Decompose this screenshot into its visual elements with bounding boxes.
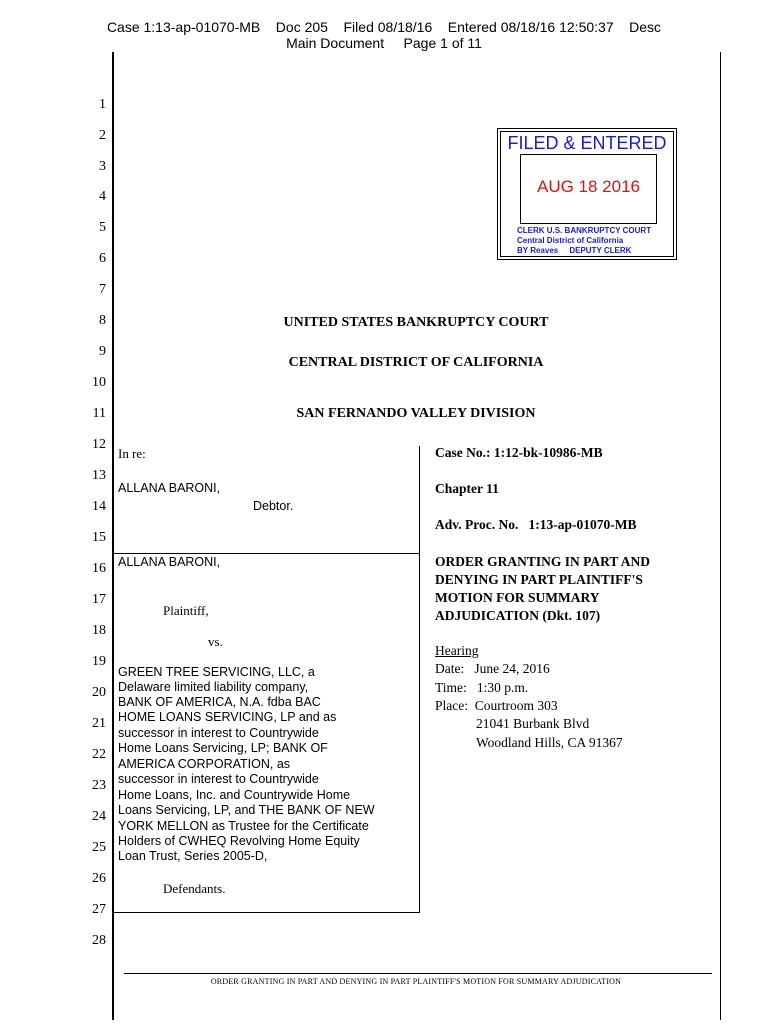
adversary-proceeding-number: Adv. Proc. No. 1:13-ap-01070-MB — [435, 517, 637, 532]
stamp-district-line: Central District of California — [517, 236, 624, 245]
case-header-line: Case 1:13-ap-01070-MB Doc 205 Filed 08/18/16 Entered 08/18/16 12:50:37 Desc — [106, 19, 662, 35]
stamp-deputy-line: BY Reaves DEPUTY CLERK — [517, 246, 632, 255]
caption-divider — [114, 553, 419, 554]
line-number: 9 — [99, 344, 106, 359]
chapter: Chapter 11 — [435, 481, 499, 496]
stamp-date: AUG 18 2016 — [536, 177, 640, 196]
document-footer: ORDER GRANTING IN PART AND DENYING IN PART PLAINTIFF'S MOTION FOR SUMMARY ADJUDICATION — [210, 977, 622, 986]
order-title-line: ADJUDICATION (Dkt. 107) — [435, 608, 601, 623]
caption-column-divider — [419, 446, 420, 913]
line-number: 13 — [92, 468, 106, 483]
line-number: 25 — [92, 840, 106, 855]
caption-bottom-rule — [114, 912, 419, 913]
court-district: CENTRAL DISTRICT OF CALIFORNIA — [288, 355, 544, 370]
defendants-line: successor in interest to Countrywide — [118, 772, 319, 786]
filed-entered-stamp — [497, 128, 677, 260]
order-title-line: ORDER GRANTING IN PART AND — [435, 554, 651, 569]
defendants-line: Home Loans Servicing, LP; BANK OF — [118, 741, 328, 755]
order-title-line: DENYING IN PART PLAINTIFF'S — [435, 572, 643, 587]
order-title-line: MOTION FOR SUMMARY — [435, 590, 600, 605]
line-number: 27 — [92, 902, 106, 917]
defendants-line: BANK OF AMERICA, N.A. fdba BAC — [118, 695, 321, 709]
line-number: 7 — [99, 282, 106, 297]
stamp-date-box — [520, 154, 657, 224]
court-name: UNITED STATES BANKRUPTCY COURT — [283, 315, 549, 330]
defendants-line: YORK MELLON as Trustee for the Certificate — [118, 819, 369, 833]
line-number: 19 — [92, 654, 106, 669]
hearing-date: Date: June 24, 2016 — [435, 661, 550, 676]
defendants-line: Holders of CWHEQ Revolving Home Equity — [118, 834, 360, 848]
left-margin-rule — [112, 52, 114, 1020]
line-number: 11 — [92, 406, 106, 421]
defendants-line: successor in interest to Countrywide — [118, 726, 319, 740]
line-number: 16 — [92, 561, 106, 576]
case-number: Case No.: 1:12-bk-10986-MB — [435, 445, 603, 460]
defendants-line: Delaware limited liability company, — [118, 680, 309, 694]
debtor-label: Debtor. — [253, 499, 294, 513]
stamp-clerk-line: CLERK U.S. BANKRUPTCY COURT — [517, 226, 652, 235]
line-number: 22 — [92, 747, 106, 762]
line-number: 1 — [99, 97, 106, 112]
hearing-place: Place: Courtroom 303 — [435, 698, 558, 713]
plaintiff-label: Plaintiff, — [163, 603, 209, 618]
versus-label: vs. — [208, 634, 223, 649]
line-number: 26 — [92, 871, 106, 886]
defendants-line: GREEN TREE SERVICING, LLC, a — [118, 665, 315, 679]
defendants-line: Loans Servicing, LP, and THE BANK OF NEW — [118, 803, 375, 817]
line-number: 20 — [92, 685, 106, 700]
line-number: 15 — [92, 530, 106, 545]
case-header-subline: Main Document Page 1 of 11 — [286, 35, 482, 51]
line-number: 12 — [92, 437, 106, 452]
line-number: 18 — [92, 623, 106, 638]
defendants-line: AMERICA CORPORATION, as — [118, 757, 291, 771]
line-number: 5 — [99, 220, 106, 235]
line-number: 28 — [92, 933, 106, 948]
line-number: 4 — [99, 189, 106, 204]
hearing-address-line2: Woodland Hills, CA 91367 — [476, 735, 623, 750]
hearing-address-line1: 21041 Burbank Blvd — [476, 716, 590, 731]
line-number: 23 — [92, 778, 106, 793]
plaintiff-name: ALLANA BARONI, — [118, 555, 221, 569]
defendants-label: Defendants. — [163, 881, 226, 896]
line-number: 3 — [99, 159, 106, 174]
line-number: 24 — [92, 809, 106, 824]
defendants-line: Loan Trust, Series 2005-D, — [118, 849, 268, 863]
line-number: 14 — [92, 499, 106, 514]
hearing-heading: Hearing — [435, 643, 479, 658]
footer-rule — [124, 973, 712, 974]
defendants-line: Home Loans, Inc. and Countrywide Home — [118, 788, 351, 802]
defendants-line: HOME LOANS SERVICING, LP and as — [118, 710, 337, 724]
hearing-time: Time: 1:30 p.m. — [435, 680, 529, 695]
line-number: 2 — [99, 128, 106, 143]
line-number: 17 — [92, 592, 106, 607]
line-number: 6 — [99, 251, 106, 266]
court-division: SAN FERNANDO VALLEY DIVISION — [296, 406, 536, 421]
right-margin-rule — [720, 52, 721, 1020]
line-number: 21 — [92, 716, 106, 731]
stamp-title: FILED & ENTERED — [507, 133, 667, 153]
debtor-name: ALLANA BARONI, — [118, 481, 221, 495]
line-number: 8 — [99, 313, 106, 328]
line-number: 10 — [92, 375, 106, 390]
in-re-label: In re: — [118, 446, 146, 461]
